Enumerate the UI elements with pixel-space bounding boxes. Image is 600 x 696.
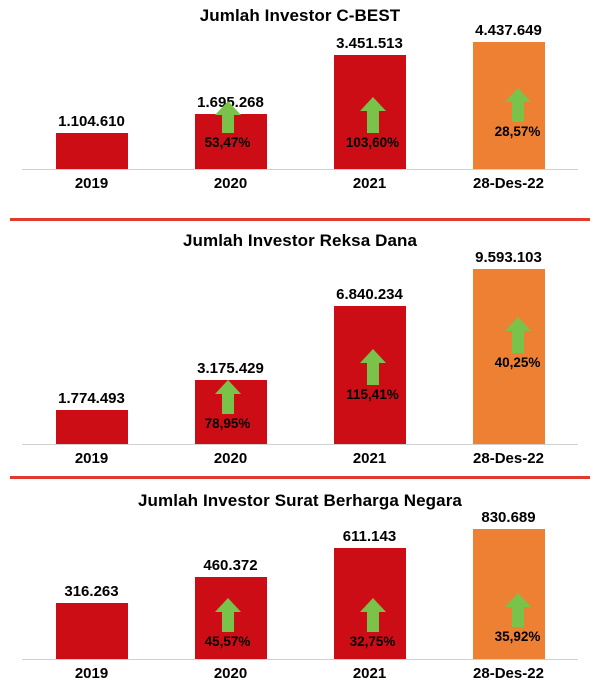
x-label: 2020 [213,450,248,467]
bar[interactable] [195,380,267,445]
x-label: 28-Des-22 [473,450,544,467]
bar[interactable] [56,603,128,660]
bar-slot [22,249,161,445]
x-label: 2021 [352,665,387,682]
bar-slot [22,22,161,170]
bar[interactable] [473,269,545,445]
bar[interactable] [195,577,267,660]
bar-value-label: 316.263 [64,582,119,600]
x-label: 2021 [352,450,387,467]
bar-value-label: 9.593.103 [475,249,542,266]
bar[interactable] [334,306,406,445]
growth-label: 103,60% [345,135,400,150]
bar-group [10,22,590,170]
bar-value-label: 1.104.610 [58,113,125,130]
bar-group [10,249,590,445]
bar-value-label: 4.437.649 [475,22,542,39]
bar-value-label: 3.451.513 [336,34,403,52]
bar-value-label: 1.695.268 [197,93,264,111]
chart-panel-sbn [0,479,600,694]
x-label: 2020 [213,175,248,192]
bar[interactable] [334,548,406,660]
x-label: 2019 [74,665,109,682]
bar-slot [161,249,300,445]
x-axis-labels [10,445,590,467]
plot-area [10,22,590,170]
bar[interactable] [473,42,545,170]
x-label: 2020 [213,665,248,682]
bar-value-label: 460.372 [203,556,258,574]
bar-slot [300,249,439,445]
bar-slot [161,22,300,170]
bar[interactable] [56,133,128,170]
bar-slot [300,22,439,170]
bar-slot [439,249,578,445]
panel-title: Jumlah Investor C-BEST [199,6,401,25]
bar-value-label: 830.689 [481,509,536,526]
bar-slot [439,509,578,660]
x-label: 28-Des-22 [473,665,544,682]
growth-label: 35,92% [494,629,541,644]
x-axis-labels [10,660,590,682]
bar[interactable] [56,410,128,445]
growth-label: 40,25% [494,355,541,370]
panel-title: Jumlah Investor Reksa Dana [182,231,418,250]
bar[interactable] [195,114,267,170]
bar-slot [161,509,300,660]
bar-slot [22,509,161,660]
growth-label: 53,47% [204,135,251,150]
bar-slot [300,509,439,660]
bar[interactable] [334,55,406,170]
plot-area [10,509,590,660]
bar-group [10,509,590,660]
x-label: 2019 [74,175,109,192]
growth-label: 32,75% [349,634,396,649]
bar-value-label: 3.175.429 [197,360,264,378]
axis-line [22,169,578,170]
growth-label: 45,57% [204,634,251,649]
axis-line [22,659,578,660]
x-axis-labels [10,170,590,192]
x-label: 2021 [352,175,387,192]
growth-label: 78,95% [204,416,251,431]
bar-value-label: 611.143 [342,528,397,546]
bar[interactable] [473,529,545,660]
plot-area [10,249,590,445]
bar-slot [439,22,578,170]
x-label: 28-Des-22 [473,175,544,192]
x-label: 2019 [74,450,109,467]
chart-panel-reksadana [0,221,600,476]
growth-label: 115,41% [346,387,399,402]
bar-value-label: 6.840.234 [336,285,403,303]
panel-title: Jumlah Investor Surat Berharga Negara [138,491,462,510]
chart-panel-cbest [0,0,600,218]
bar-value-label: 1.774.493 [58,389,125,407]
axis-line [22,444,578,445]
growth-label: 28,57% [494,124,541,139]
